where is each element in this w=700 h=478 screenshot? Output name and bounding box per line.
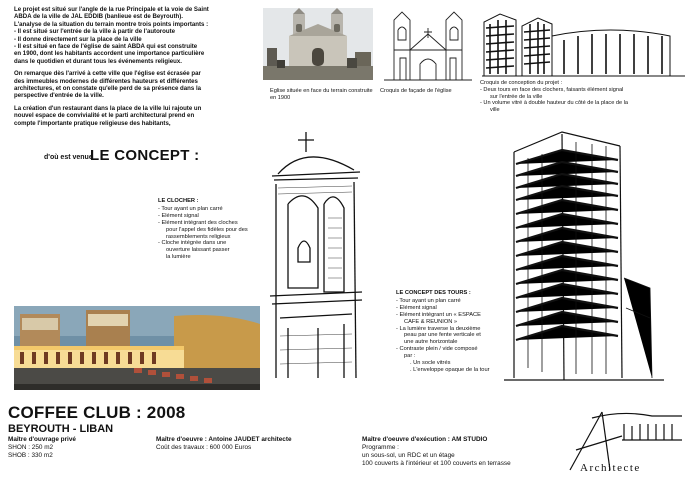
text-line: - Elément signal [158, 212, 199, 219]
photo-caption: Eglise située en face du terrain construite en 1900 [270, 88, 373, 101]
text-line: - Tour ayant un plan carré [158, 205, 223, 212]
text-line: - Elément signal [396, 304, 437, 311]
text-line: par : [404, 353, 416, 360]
shon-value: SHON : 250 m2 [8, 444, 54, 451]
text-line: 100 couverts à l'intérieur et 100 couverts en terrasse [362, 460, 511, 467]
intro-paragraph-1 [14, 6, 262, 65]
text-line: Programme : [362, 444, 399, 451]
tours-notes [396, 290, 546, 374]
tours-heading: LE CONCEPT DES TOURS : [396, 290, 471, 296]
text-line: - Il est situé en face de l'église de saint ABDA qui est construite [14, 43, 198, 51]
text-line: - Il donne directement sur la place de la ville [14, 35, 142, 43]
concept-heading: LE CONCEPT : [90, 147, 200, 164]
concept-sketch [480, 6, 690, 80]
client-info [8, 436, 76, 460]
text-line: nouvel espace de convivialité et le parti architectural prend en [14, 112, 195, 120]
text-line: La création d'un restaurant dans la place de la ville lui rajoute un [14, 104, 202, 112]
architect-info [156, 436, 292, 452]
text-line: . L'enveloppe opaque de la tour [410, 366, 490, 373]
text-line: - Elément intégrant des cloches [158, 219, 238, 226]
text-line: ABDA de la ville de JAL EDDIB (banlieue est de Beyrouth). [14, 13, 183, 21]
bell-tower-sketch [258, 128, 388, 388]
clocher-notes [158, 198, 270, 261]
text-line: pour l'appel des fidèles pour des [166, 226, 248, 233]
execution-label: Maître d'oeuvre d'exécution : AM STUDIO [362, 436, 488, 443]
text-line: - Contraste plein / vide composé [396, 346, 478, 353]
project-location: BEYROUTH - LIBAN [8, 423, 114, 435]
intro-text [14, 6, 262, 132]
text-line: un sous-sol, un RDC et un étage [362, 452, 455, 459]
text-line: CAFE & REUNION » [404, 318, 458, 325]
text-line: On remarque dès l'arrivé à cette ville que l'église est écrasée par [14, 70, 201, 78]
project-title: COFFEE CLUB : 2008 [8, 403, 186, 422]
project-render [14, 306, 260, 390]
text-line: ouverture laissant passer [166, 247, 230, 254]
text-line: dans le quotidien et durant tous les événements religieux. [14, 57, 182, 65]
text-line: - Elément intégrant un « ESPACE [396, 311, 481, 318]
architect-label: Maître d'oeuvre : Antoine JAUDET architecte [156, 436, 292, 443]
text-line: des immeubles modernes de différentes hauteurs et différentes [14, 77, 198, 85]
text-line: perspective d'entrée de la ville. [14, 92, 104, 100]
text-line: sur l'entrée de la ville [490, 93, 543, 100]
text-line: en 1900, dont les habitants accordent une importance particulière [14, 50, 205, 58]
text-line: peau par une fente verticale et [404, 332, 481, 339]
text-line: architectures, et on constate qu'elle perd de sa présence dans la [14, 85, 202, 93]
text-line: - Tour ayant un plan carré [396, 297, 461, 304]
execution-info [362, 436, 511, 468]
concept-caption [480, 80, 680, 114]
facade-caption: Croquis de façade de l'église [380, 88, 452, 94]
text-line: la lumière [166, 254, 191, 261]
intro-paragraph-2 [14, 70, 262, 100]
text-line: - Cloche intégrée dans une [158, 240, 227, 247]
text-line: - Deux tours en face des clochers, faisants élément signal [480, 86, 624, 93]
text-line: ville [490, 107, 500, 114]
client-label: Maître d'ouvrage privé [8, 436, 76, 443]
facade-sketch [380, 8, 476, 84]
text-line: - Il est situé sur l'entrée de la ville à partir de l'autoroute [14, 28, 176, 36]
text-line: Croquis de conception du projet : [480, 80, 563, 86]
clocher-heading: LE CLOCHER : [158, 198, 199, 204]
cost-value: Coût des travaux : 600 000 Euros [156, 444, 252, 451]
text-line: - Un volume vitré à double hauteur du côté de la place de la [480, 100, 629, 107]
shob-value: SHOB : 330 m2 [8, 452, 53, 459]
text-line: rassemblements religieux [166, 233, 231, 240]
logo-wordmark: Architecte [580, 462, 641, 474]
church-photo [263, 8, 373, 80]
text-line: une autre horizontale [404, 339, 458, 346]
text-line: L'analyse de la situation du terrain montre trois points importants : [14, 20, 209, 28]
text-line: - La lumière traverse la deuxième [396, 325, 481, 332]
text-line: compte l'importante pratique religieuse des habitants, [14, 119, 171, 127]
text-line: . Un socle vitrés [410, 360, 451, 367]
intro-paragraph-3 [14, 105, 262, 127]
text-line: Le projet est situé sur l'angle de la rue Principale et la voie de Saint [14, 6, 209, 13]
venue-text: d'où est venue [44, 154, 93, 161]
